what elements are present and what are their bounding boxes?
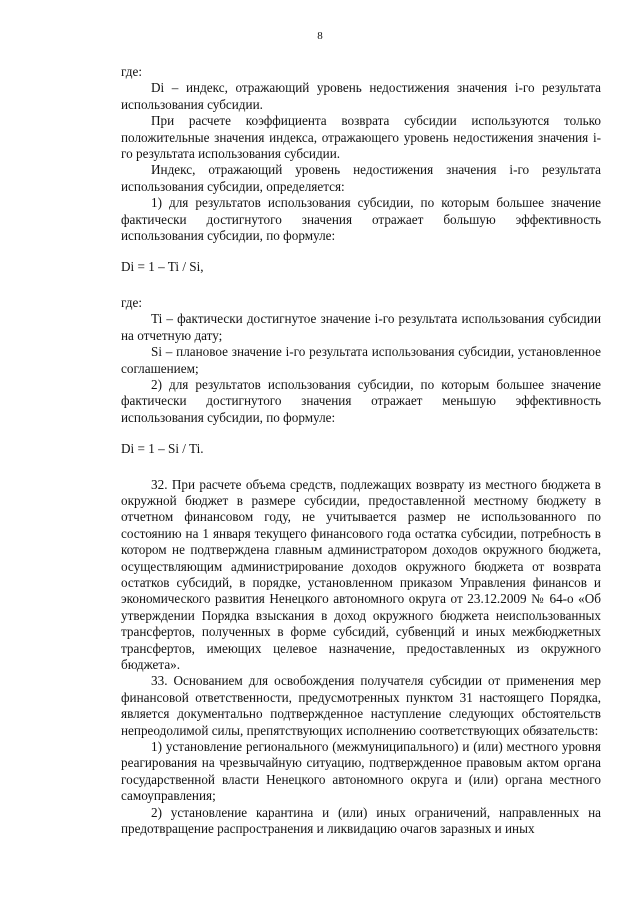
formula-1: Di = 1 – Ti / Si, <box>121 259 204 275</box>
paragraph-32: 32. При расчете объема средств, подлежащих возврату из местного бюджета в окружной бюджет в размере субсидии, предоставленной местному бюджету в отчетном финансовом году, не учитывается размер не использованного по состоянию на 1 января текущего финансового года остатка субсидии, потребность в котором не подтверждена главным администратором доходов окружного бюджета, осуществляющим администрирование доходов окружного бюджета от возврата остатков субсидий, в порядке, установленном приказом Управления финансов и экономического развития Ненецкого автономного округа от 23.12.2009 № 64-о «Об утверждении Порядка взыскания в доход окружного бюджета неиспользованных трансфертов, полученных в форме субсидий, субвенций и иных межбюджетных трансфертов, имеющих целевое назначение, предоставленных из окружного бюджета». <box>121 476 601 672</box>
paragraph-33-item-2: 2) установление карантина и (или) иных ограничений, направленных на предотвращение распространения и ликвидацию очагов заразных и иных <box>121 804 601 837</box>
paragraph-ti-definition: Ti – фактически достигнутое значение i-го результата использования субсидии на отчетную дату; <box>121 311 601 343</box>
paragraph-33-item-1: 1) установление регионального (межмуниципального) и (или) местного уровня реагирования на чрезвычайную ситуацию, подтвержденное правовым актом органа государственной власти Ненецкого автономного округа и (или) органа местного самоуправления; <box>121 739 601 804</box>
paragraph-case-2: 2) для результатов использования субсидии, по которым большее значение фактически достигнутого значения отражает меньшую эффективность использования субсидии, по формуле: <box>121 376 601 425</box>
paragraph-where-1: где: <box>121 64 142 79</box>
paragraph-where-2: где: <box>121 294 142 310</box>
paragraph-33: 33. Основанием для освобождения получателя субсидии от применения мер финансовой ответственности, предусмотренных пунктом 31 настоящего Порядка, является документально подтвержденное наступление следующих обстоятельств непреодолимой силы, препятствующих исполнению соответствующих обязательств: <box>121 673 601 738</box>
formula-2: Di = 1 – Si / Ti. <box>121 441 204 457</box>
document-body <box>121 64 601 837</box>
paragraph-index-defined: Индекс, отражающий уровень недостижения значения i-го результата использования субсидии, определяется: <box>121 162 601 194</box>
paragraph-case-1: 1) для результатов использования субсидии, по которым большее значение фактически достигнутого значения отражает большую эффективность использования субсидии, по формуле: <box>121 195 601 244</box>
paragraph-positive-values: При расчете коэффициента возврата субсидии используются только положительные значения индекса, отражающего уровень недостижения значения i-го результата использования субсидии. <box>121 113 601 162</box>
page-number: 8 <box>317 30 323 42</box>
paragraph-di-definition: Di – индекс, отражающий уровень недостижения значения i-го результата использования субсидии. <box>121 80 601 112</box>
paragraph-si-definition: Si – плановое значение i-го результата использования субсидии, установленное соглашением; <box>121 344 601 376</box>
